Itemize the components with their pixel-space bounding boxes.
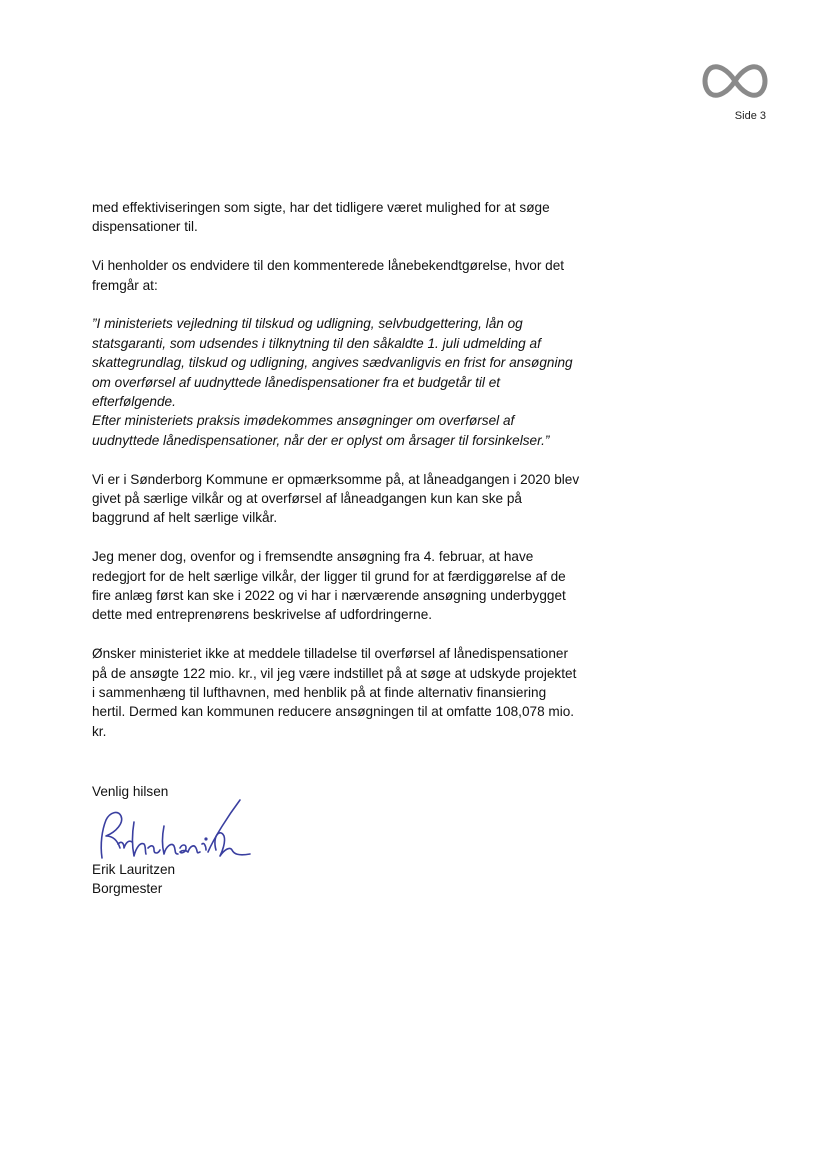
page-number: Side 3 (734, 110, 766, 122)
signer-name: Erik Lauritzen (92, 862, 176, 877)
paragraph-conditions: Vi er i Sønderborg Kommune er opmærksomme på, at låneadgangen i 2020 blev givet på særlige vilkår og at overførsel af låneadgangen kun kan ske på baggrund af helt særlige vilkår. (92, 471, 580, 526)
quote-line: ”I ministeriets vejledning til tilskud og udligning, selvbudgettering, lån og statsgaranti, som udsendes i tilknytning til den såkaldte 1. juli udmelding af skattegrundlag, tilskud og udligning, angives sædvanligvis en frist for ansøgning om overførsel af uudnyttede lånedispensationer fra et budgetår til et efterfølgende. (92, 316, 573, 410)
quote-block (92, 314, 582, 450)
letter-body (92, 198, 582, 761)
infinity-logo-icon (700, 60, 770, 102)
quote-line: Efter ministeriets praksis imødekommes ansøgninger om overførsel af uudnyttede lånedispensationer, når der er oplyst om årsager til forsinkelser.” (92, 413, 550, 448)
signer-title: Borgmester (92, 881, 163, 897)
closing-greeting: Venlig hilsen (92, 784, 169, 799)
paragraph-argument: Jeg mener dog, ovenfor og i fremsendte ansøgning fra 4. februar, at have redegjort for de helt særlige vilkår, der ligger til grund for at færdiggørelse af de fire anlæg først kan ske i 2022 og vi har i nærværende ansøgning underbygget dette med entreprenørens beskrivelse af udfordringerne. (92, 549, 566, 623)
handwritten-signature (88, 792, 253, 867)
paragraph-reference: Vi henholder os endvidere til den kommenterede lånebekendtgørelse, hvor det fremgår at: (92, 258, 565, 293)
signer-block (92, 860, 175, 899)
paragraph-alternative: Ønsker ministeriet ikke at meddele tilladelse til overførsel af lånedispensationer på de ansøgte 122 mio. kr., vil jeg være indstillet på at søge at udskyde projektet i sammenhæng til lufthavnen, med henblik på at finde alternativ finansiering hertil. Dermed kan kommunen reducere ansøgningen til at omfatte 108,078 mio. kr. (92, 646, 577, 739)
paragraph-dispensation: med effektiviseringen som sigte, har det tidligere været mulighed for at søge dispensationer til. (92, 200, 550, 235)
